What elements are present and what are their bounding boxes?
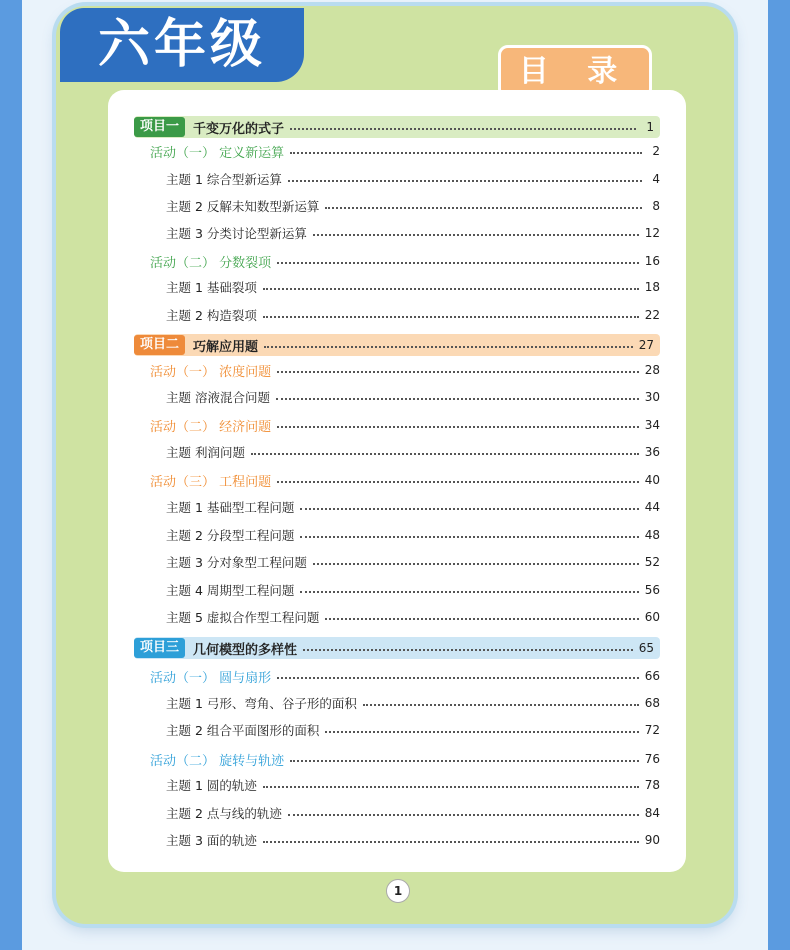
toc-entry-title: 主题 溶液混合问题 <box>166 390 270 405</box>
dot-leader <box>325 731 638 733</box>
dot-leader <box>264 346 633 348</box>
project-badge: 项目三 <box>134 638 185 658</box>
toc-entry-title: 主题 1 基础型工程问题 <box>166 500 295 515</box>
dot-leader <box>300 508 638 510</box>
toc-activity-row[interactable] <box>134 359 660 381</box>
dot-leader <box>288 814 639 816</box>
toc-entry-title: 活动（一） 定义新运算 <box>150 145 285 161</box>
toc-page-number: 34 <box>644 418 660 432</box>
toc-page-number: 52 <box>644 555 660 569</box>
toc-entry-title: 主题 2 反解未知数型新运算 <box>166 199 320 214</box>
toc-page-number: 44 <box>644 500 660 514</box>
toc-page-number: 16 <box>644 254 660 268</box>
toc-page-number: 36 <box>644 445 660 459</box>
toc-page-number: 68 <box>644 696 660 710</box>
right-edge <box>768 0 790 950</box>
toc-page-number: 8 <box>652 199 660 213</box>
toc-page-number: 90 <box>644 833 660 847</box>
dot-leader <box>277 677 639 679</box>
toc-page-number: 18 <box>644 280 660 294</box>
toc-activity-row[interactable] <box>134 748 660 770</box>
toc-topic-row[interactable] <box>134 304 660 326</box>
toc-entry-title: 主题 3 分类讨论型新运算 <box>166 226 307 241</box>
dot-leader <box>325 618 638 620</box>
toc-entry-title: 主题 2 分段型工程问题 <box>166 528 295 543</box>
toc-entry-title: 活动（三） 工程问题 <box>150 474 272 490</box>
dot-leader <box>277 481 639 483</box>
toc-entry-title: 主题 1 圆的轨迹 <box>166 778 257 793</box>
toc-entry-title: 主题 3 分对象型工程问题 <box>166 555 307 570</box>
project-badge: 项目一 <box>134 117 185 137</box>
dot-leader <box>288 180 642 182</box>
toc-topic-row[interactable] <box>134 524 660 546</box>
toc-topic-row[interactable] <box>134 168 660 190</box>
dot-leader <box>313 563 639 565</box>
toc-entry-title: 主题 1 综合型新运算 <box>166 172 282 187</box>
toc-entry-title: 活动（二） 分数裂项 <box>150 255 272 271</box>
dot-leader <box>290 128 636 130</box>
toc-page-number: 2 <box>652 144 660 158</box>
contents-label: 目 录 <box>498 45 652 99</box>
toc-page-number: 40 <box>644 473 660 487</box>
toc-entry-title: 千变万化的式子 <box>193 121 285 137</box>
project-badge: 项目二 <box>134 335 185 355</box>
toc-entry-title: 主题 5 虚拟合作型工程问题 <box>166 610 320 625</box>
grade-title: 六年级 <box>97 15 266 75</box>
toc-page-number: 78 <box>644 778 660 792</box>
toc-page-number: 60 <box>644 610 660 624</box>
toc-activity-row[interactable] <box>134 250 660 272</box>
toc-topic-row[interactable] <box>134 606 660 628</box>
toc-activity-row[interactable] <box>134 665 660 687</box>
toc-activity-row[interactable] <box>134 140 660 162</box>
toc-entry-title: 主题 3 面的轨迹 <box>166 833 257 848</box>
toc-activity-row[interactable] <box>134 469 660 491</box>
toc-page-number: 84 <box>644 806 660 820</box>
toc-entry-title: 主题 2 点与线的轨迹 <box>166 806 282 821</box>
toc-page-number: 56 <box>644 583 660 597</box>
left-edge <box>0 0 22 950</box>
dot-leader <box>300 591 638 593</box>
toc-page-number: 4 <box>652 172 660 186</box>
dot-leader <box>263 316 639 318</box>
toc-entry-title: 活动（一） 浓度问题 <box>150 364 272 380</box>
toc-topic-row[interactable] <box>134 829 660 851</box>
toc-project-row[interactable] <box>134 116 660 138</box>
toc-page-number: 48 <box>644 528 660 542</box>
toc-entry-title: 主题 2 构造裂项 <box>166 308 257 323</box>
dot-leader <box>263 841 639 843</box>
toc-page-number: 28 <box>644 363 660 377</box>
dot-leader <box>263 786 639 788</box>
dot-leader <box>277 262 639 264</box>
toc-page-number: 66 <box>644 669 660 683</box>
toc-entry-title: 活动（二） 旋转与轨迹 <box>150 753 285 769</box>
toc-entry-title: 活动（二） 经济问题 <box>150 419 272 435</box>
toc-topic-row[interactable] <box>134 579 660 601</box>
toc-page-number: 1 <box>646 120 654 134</box>
toc-topic-row[interactable] <box>134 692 660 714</box>
toc-topic-row[interactable] <box>134 802 660 824</box>
toc-topic-row[interactable] <box>134 774 660 796</box>
dot-leader <box>290 152 642 154</box>
dot-leader <box>300 536 638 538</box>
toc-page-number: 30 <box>644 390 660 404</box>
toc-entry-title: 主题 1 基础裂项 <box>166 280 257 295</box>
toc-entry-title: 几何模型的多样性 <box>193 642 298 658</box>
toc-page-number: 72 <box>644 723 660 737</box>
dot-leader <box>303 649 633 651</box>
toc-topic-row[interactable] <box>134 195 660 217</box>
toc-topic-row[interactable] <box>134 496 660 518</box>
toc-entry-title: 主题 1 弓形、弯角、谷子形的面积 <box>166 696 357 711</box>
toc-project-row[interactable] <box>134 334 660 356</box>
dot-leader <box>277 371 639 373</box>
dot-leader <box>325 207 642 209</box>
toc-entry-title: 巧解应用题 <box>193 339 259 355</box>
toc-topic-row[interactable] <box>134 551 660 573</box>
toc-entry-title: 活动（一） 圆与扇形 <box>150 670 272 686</box>
toc-topic-row[interactable] <box>134 222 660 244</box>
toc-page-number: 76 <box>644 752 660 766</box>
toc-page-number: 22 <box>644 308 660 322</box>
toc-page-number: 65 <box>638 641 654 655</box>
toc-topic-row[interactable] <box>134 276 660 298</box>
toc-topic-row[interactable] <box>134 719 660 741</box>
toc-entry-title: 主题 4 周期型工程问题 <box>166 583 295 598</box>
toc-topic-row[interactable] <box>134 386 660 408</box>
toc-entry-title: 主题 利润问题 <box>166 445 245 460</box>
toc-project-row[interactable] <box>134 637 660 659</box>
toc-activity-row[interactable] <box>134 414 660 436</box>
dot-leader <box>313 234 639 236</box>
toc-entry-title: 主题 2 组合平面图形的面积 <box>166 723 320 738</box>
toc-page-number: 27 <box>638 338 654 352</box>
page-number: 1 <box>386 879 410 903</box>
dot-leader <box>363 704 639 706</box>
dot-leader <box>263 288 639 290</box>
dot-leader <box>276 398 639 400</box>
dot-leader <box>277 426 639 428</box>
toc-topic-row[interactable] <box>134 441 660 463</box>
toc-page-number: 12 <box>644 226 660 240</box>
dot-leader <box>290 760 639 762</box>
dot-leader <box>251 453 639 455</box>
